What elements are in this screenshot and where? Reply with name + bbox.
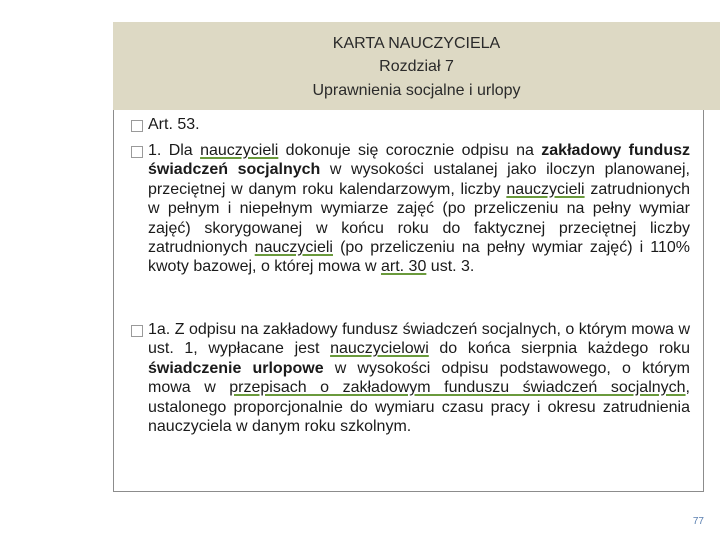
- document-title: KARTA NAUCZYCIELA: [332, 35, 501, 52]
- text-run: (po przeliczeniu na pełny wymiar zajęć) i 110% kwoty bazowej, o której mowa w: [148, 239, 691, 276]
- paragraph-1: [148, 141, 690, 277]
- link-nauczycielowi[interactable]: nauczycielowi: [330, 340, 429, 358]
- text-run: 1a. Z odpisu na zakładowy fundusz świadczeń socjalnych, o którym mowa w ust. 1, wypłacane jest: [148, 321, 690, 358]
- text-run: dokonuje się corocznie odpisu na: [278, 142, 542, 159]
- link-nauczycieli[interactable]: nauczycieli: [254, 239, 333, 257]
- text-run: w wysokości odpisu podstawowego, o którym mowa w: [148, 359, 690, 397]
- link-przepisy-zfss[interactable]: przepisach o zakładowym funduszu świadczeń socjalnych: [229, 379, 686, 397]
- text-run: 1. Dla: [148, 142, 201, 159]
- text-run: w wysokości ustalanej jako iloczyn planowanej, przeciętnej w danym roku kalendarzowym, liczby: [148, 161, 690, 198]
- link-art-30[interactable]: art. 30: [380, 258, 427, 276]
- slide-header: [113, 22, 720, 110]
- bullet-icon: [131, 146, 143, 158]
- chapter-label: Rozdział 7: [379, 58, 454, 75]
- text-run: ust. 3.: [426, 258, 475, 276]
- chapter-subtitle: Uprawnienia socjalne i urlopy: [312, 82, 521, 99]
- text-run: zatrudnionych w pełnym i niepełnym wymiarze zajęć (po przeliczeniu na pełny wymiar zajęć) skorygowanej w końcu roku do faktycznej przeciętnej liczby zatrudnionych: [148, 180, 691, 257]
- link-nauczycieli[interactable]: nauczycieli: [506, 180, 585, 198]
- text-run: , ustalonego proporcjonalnie do wymiaru czasu pracy i okresu zatrudnienia nauczyciela w danym roku szkolnym.: [148, 379, 690, 436]
- bullet-icon: [131, 120, 143, 132]
- link-nauczycieli[interactable]: nauczycieli: [200, 142, 279, 159]
- bullet-icon: [131, 325, 143, 337]
- article-heading: Art. 53.: [148, 116, 200, 133]
- text-run: do końca sierpnia każdego roku: [428, 340, 690, 358]
- bold-text: świadczenie urlopowe: [148, 359, 324, 377]
- bold-text: zakładowy fundusz świadczeń socjalnych: [148, 142, 690, 179]
- page-number: 77: [692, 516, 704, 527]
- paragraph-1a: [148, 320, 690, 436]
